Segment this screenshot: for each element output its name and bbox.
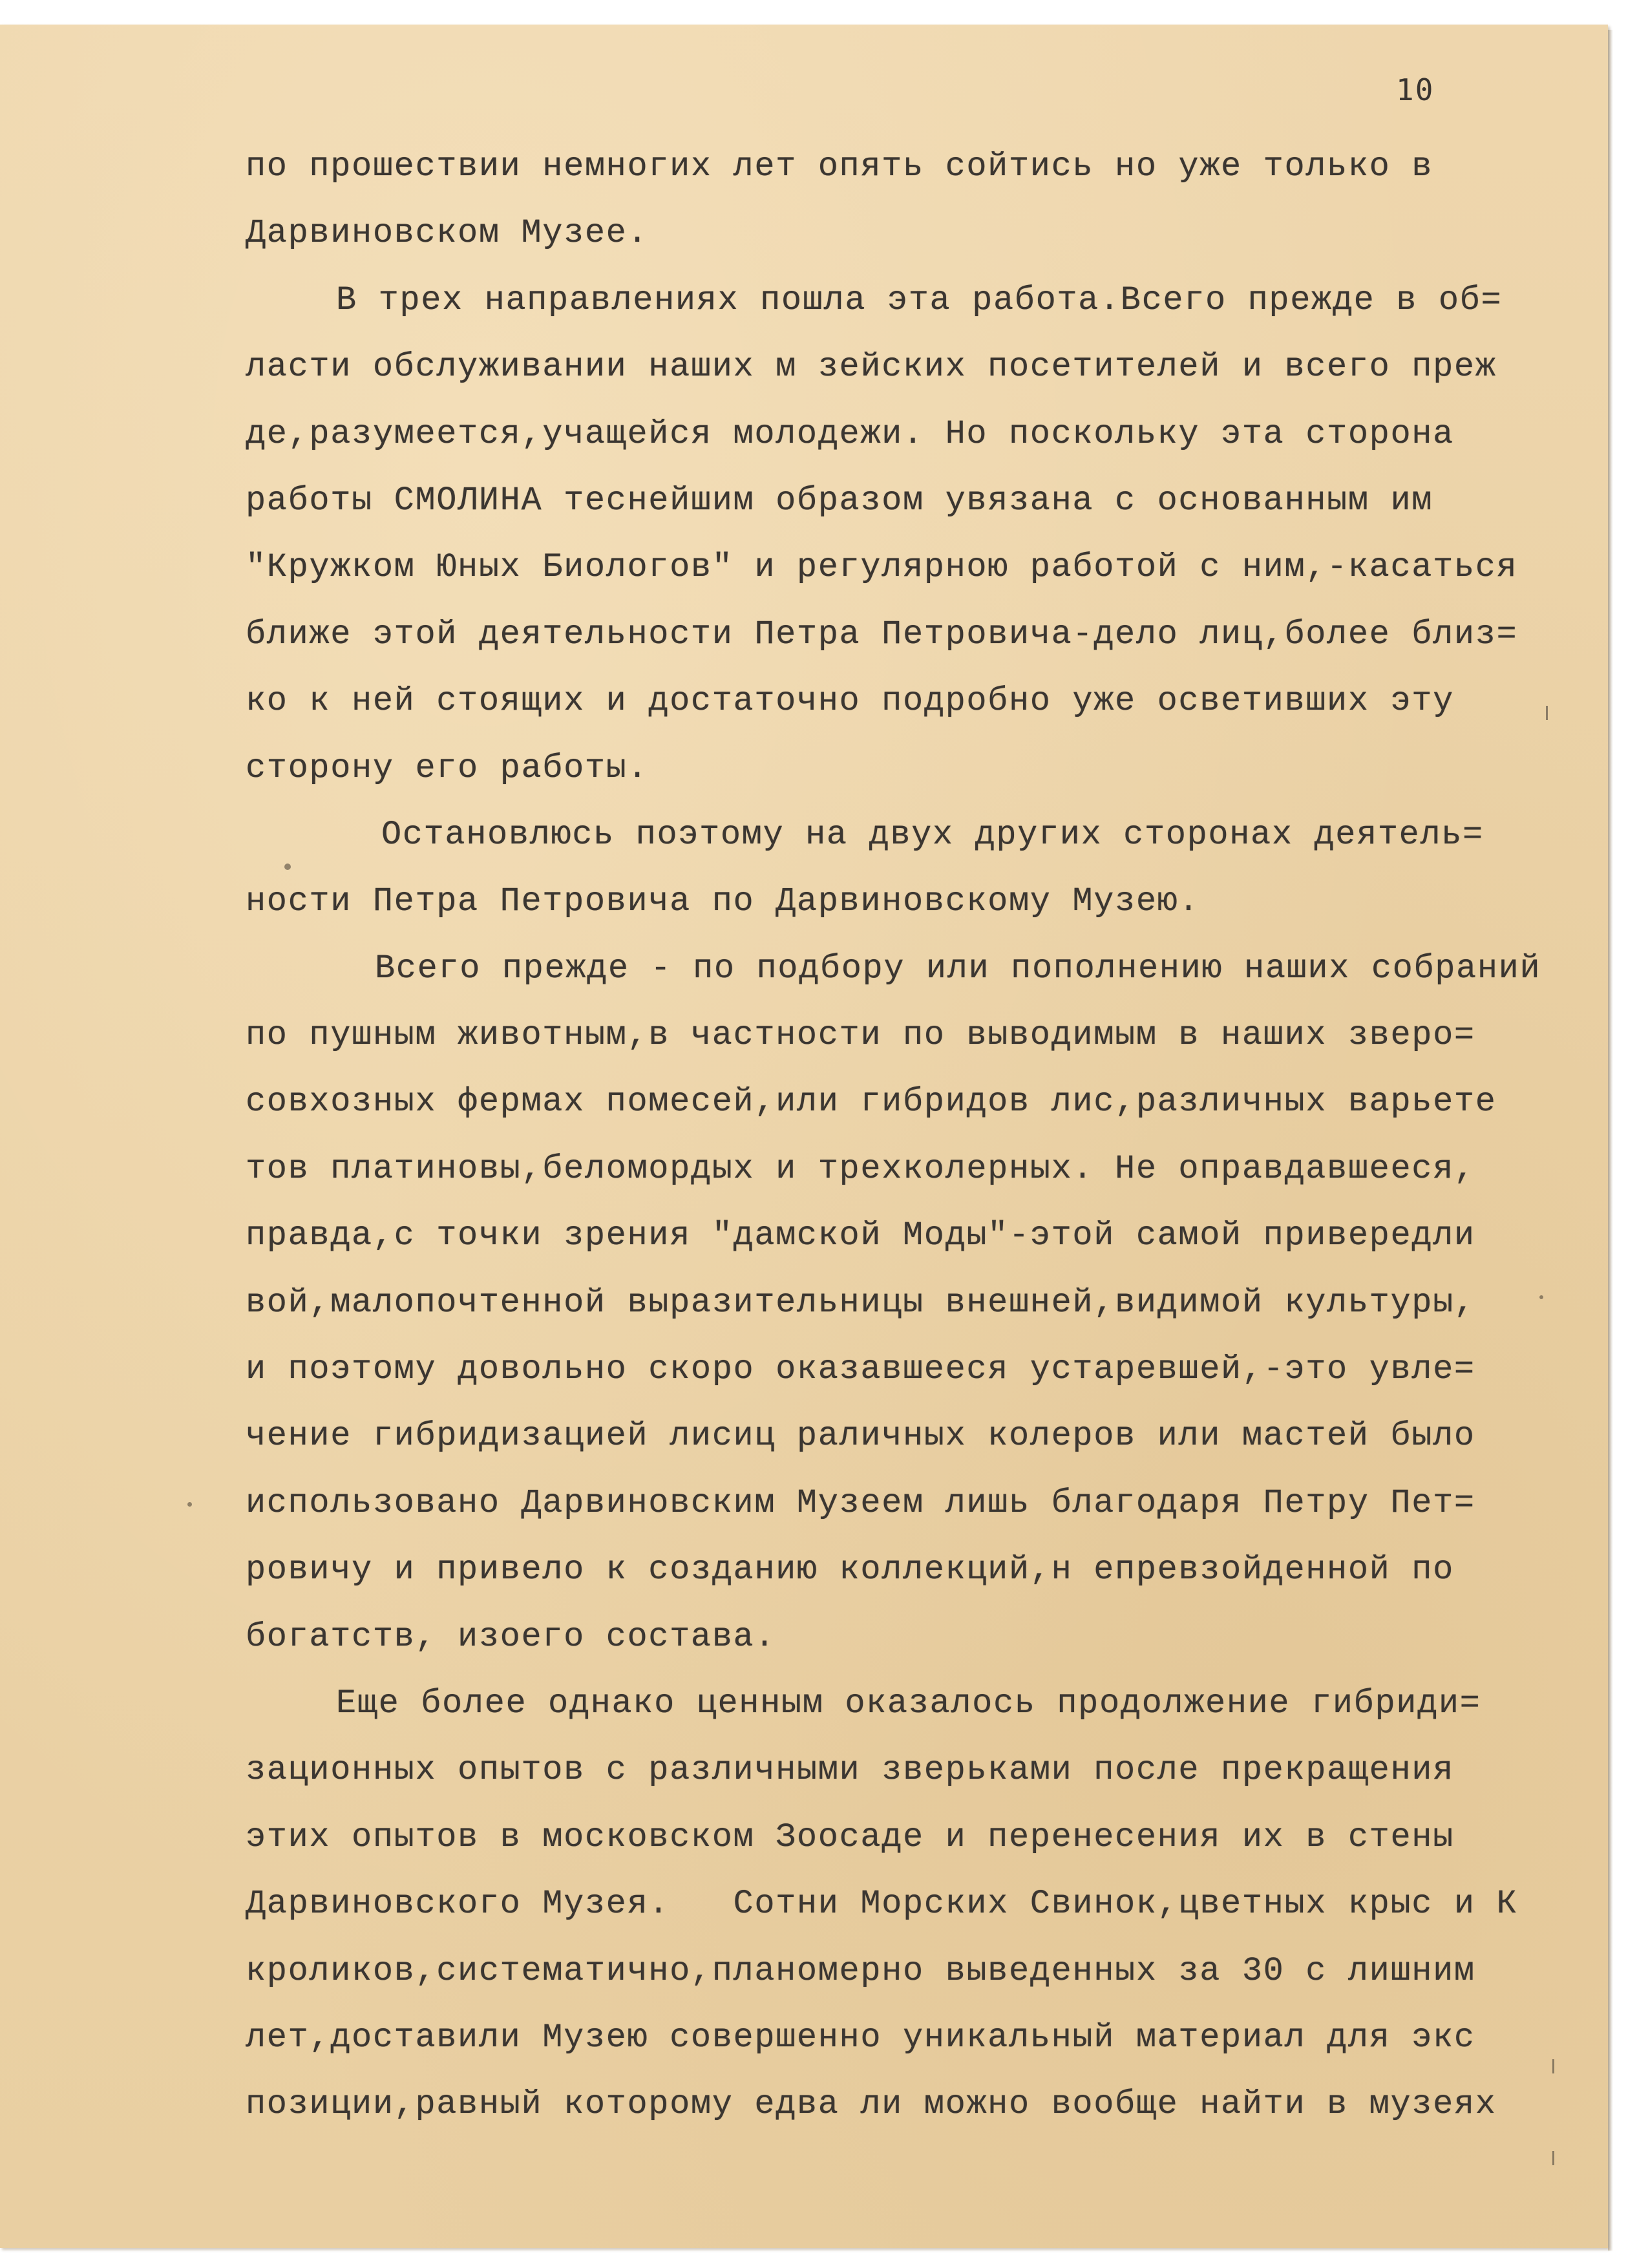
paper-edge-shadow — [1608, 30, 1613, 2251]
paper-mark — [1552, 2151, 1554, 2165]
text-line: по прошествии немногих лет опять сойтись но уже только в — [246, 147, 1433, 185]
typewritten-text — [246, 133, 1564, 2138]
text-line: Дарвиновского Музея. Сотни Морских Свинок,цветных крыс и К — [246, 1885, 1518, 1924]
text-line: В трех направлениях пошла эта работа.Всего прежде в об= — [336, 281, 1503, 319]
text-line: ровичу и привело к созданию коллекций,н епревзойденной по — [246, 1551, 1454, 1589]
text-line: совхозных фермах помесей,или гибридов лис,различных варьете — [246, 1083, 1497, 1121]
text-line: Всего прежде - по подбору или пополнению наших собраний — [375, 949, 1541, 988]
text-line: Остановлюсь поэтому на двух других сторонах деятель= — [381, 815, 1484, 854]
text-line: тов платиновы,беломордых и трехколерных. Не оправдавшееся, — [246, 1149, 1475, 1188]
text-line: ласти обслуживании наших м зейских посетителей и всего преж — [246, 348, 1497, 387]
text-line: этих опытов в московском Зоосаде и перенесения их в стены — [246, 1818, 1454, 1856]
ink-speck — [187, 1502, 192, 1507]
text-line: кроликов,систематично,планомерно выведенных за 30 с лишним — [246, 1951, 1475, 1990]
text-line: сторону его работы. — [246, 748, 649, 787]
text-line: использовано Дарвиновским Музеем лишь благодаря Петру Пет= — [246, 1483, 1475, 1522]
text-line: богатств, изоего состава. — [246, 1617, 776, 1656]
text-line: по пушным животным,в частности по выводимым в наших зверо= — [246, 1016, 1475, 1055]
text-line: де,разумеется,учащейся молодежи. Но поскольку эта сторона — [246, 414, 1454, 453]
text-line: лет,доставили Музею совершенно уникальный материал для экс — [246, 2018, 1475, 2057]
text-line: зационных опытов с различными зверьками после прекращения — [246, 1751, 1454, 1790]
text-line: Дарвиновском Музее. — [246, 214, 649, 253]
text-line: вой,малопочтенной выразительницы внешней,видимой культуры, — [246, 1283, 1475, 1322]
text-line: чение гибридизацией лисиц раличных колеров или мастей было — [246, 1417, 1475, 1456]
text-line: ближе этой деятельности Петра Петровича-дело лиц,более близ= — [246, 615, 1518, 653]
text-line: работы СМОЛИНА теснейшим образом увязана с основанным им — [246, 481, 1433, 520]
text-line: ко к ней стоящих и достаточно подробно уже осветивших эту — [246, 682, 1454, 721]
text-line: и поэтому довольно скоро оказавшееся устаревшей,-это увле= — [246, 1350, 1475, 1389]
text-line: ности Петра Петровича по Дарвиновскому Музею. — [246, 882, 1200, 921]
text-line: "Кружком Юных Биологов" и регулярною работой с ним,-касаться — [246, 548, 1518, 587]
text-line: правда,с точки зрения "дамской Моды"-этой самой привередли — [246, 1216, 1475, 1255]
page-number: 10 — [1396, 72, 1435, 107]
text-line: позиции,равный которому едва ли можно вообще найти в музеях — [246, 2085, 1497, 2124]
text-line: Еще более однако ценным оказалось продолжение гибриди= — [336, 1684, 1481, 1722]
